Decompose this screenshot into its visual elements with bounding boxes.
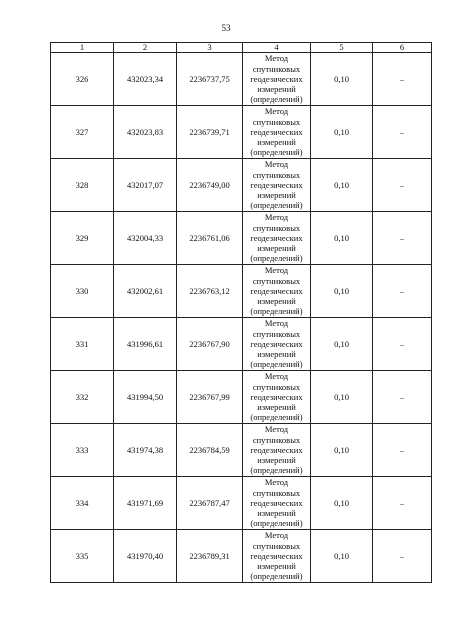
method-line: спутниковых	[252, 540, 301, 551]
method-line: Метод	[264, 106, 289, 117]
y-coordinate-cell: 2236767,99	[177, 371, 243, 424]
method-cell	[243, 53, 311, 106]
y-coordinate-cell: 2236737,75	[177, 53, 243, 106]
method-line: геодезических	[250, 179, 303, 190]
x-coordinate-cell: 431970,40	[114, 530, 177, 583]
method-line: спутниковых	[252, 222, 301, 233]
method-line: (определений)	[250, 94, 303, 105]
table-row	[51, 212, 432, 265]
method-line: геодезических	[250, 232, 303, 243]
y-coordinate-cell: 2236761,06	[177, 212, 243, 265]
note-cell: –	[373, 265, 432, 318]
accuracy-cell: 0,10	[311, 106, 373, 159]
point-number-cell: 328	[51, 159, 114, 212]
note-cell: –	[373, 53, 432, 106]
x-coordinate-cell: 431971,69	[114, 477, 177, 530]
method-line: Метод	[264, 212, 289, 223]
method-line: Метод	[264, 424, 289, 435]
table-row	[51, 371, 432, 424]
method-line: (определений)	[250, 518, 303, 529]
method-line: измерений	[257, 455, 296, 466]
method-line: геодезических	[250, 285, 303, 296]
table-row	[51, 53, 432, 106]
method-line: измерений	[257, 243, 296, 254]
x-coordinate-cell: 432023,83	[114, 106, 177, 159]
method-line: геодезических	[250, 391, 303, 402]
method-line: (определений)	[250, 465, 303, 476]
column-header: 4	[243, 43, 311, 53]
method-line: (определений)	[250, 253, 303, 264]
method-line: спутниковых	[252, 116, 301, 127]
column-header: 5	[311, 43, 373, 53]
method-line: измерений	[257, 508, 296, 519]
method-line: спутниковых	[252, 275, 301, 286]
method-line: Метод	[264, 53, 289, 64]
note-cell: –	[373, 371, 432, 424]
method-line: Метод	[264, 265, 289, 276]
note-cell: –	[373, 106, 432, 159]
accuracy-cell: 0,10	[311, 265, 373, 318]
method-cell	[243, 159, 311, 212]
y-coordinate-cell: 2236763,12	[177, 265, 243, 318]
point-number-cell: 329	[51, 212, 114, 265]
point-number-cell: 326	[51, 53, 114, 106]
method-line: измерений	[257, 349, 296, 360]
method-line: (определений)	[250, 147, 303, 158]
method-line: Метод	[264, 530, 289, 541]
accuracy-cell: 0,10	[311, 318, 373, 371]
method-line: измерений	[257, 190, 296, 201]
table-row	[51, 477, 432, 530]
method-line: измерений	[257, 137, 296, 148]
method-line: Метод	[264, 159, 289, 170]
accuracy-cell: 0,10	[311, 53, 373, 106]
accuracy-cell: 0,10	[311, 159, 373, 212]
method-line: (определений)	[250, 200, 303, 211]
x-coordinate-cell: 432004,33	[114, 212, 177, 265]
column-header: 2	[114, 43, 177, 53]
table-row	[51, 159, 432, 212]
method-line: геодезических	[250, 550, 303, 561]
method-line: (определений)	[250, 571, 303, 582]
table-row	[51, 424, 432, 477]
note-cell: –	[373, 477, 432, 530]
method-line: измерений	[257, 561, 296, 572]
method-cell	[243, 106, 311, 159]
method-line: измерений	[257, 84, 296, 95]
method-cell	[243, 318, 311, 371]
method-line: спутниковых	[252, 169, 301, 180]
point-number-cell: 333	[51, 424, 114, 477]
accuracy-cell: 0,10	[311, 424, 373, 477]
accuracy-cell: 0,10	[311, 212, 373, 265]
point-number-cell: 330	[51, 265, 114, 318]
point-number-cell: 332	[51, 371, 114, 424]
method-line: спутниковых	[252, 434, 301, 445]
method-cell	[243, 265, 311, 318]
y-coordinate-cell: 2236784,59	[177, 424, 243, 477]
y-coordinate-cell: 2236739,71	[177, 106, 243, 159]
method-line: Метод	[264, 318, 289, 329]
table-row	[51, 265, 432, 318]
note-cell: –	[373, 318, 432, 371]
x-coordinate-cell: 432002,61	[114, 265, 177, 318]
method-cell	[243, 530, 311, 583]
method-line: Метод	[264, 371, 289, 382]
y-coordinate-cell: 2236787,47	[177, 477, 243, 530]
method-line: геодезических	[250, 73, 303, 84]
x-coordinate-cell: 431974,38	[114, 424, 177, 477]
note-cell: –	[373, 530, 432, 583]
column-header: 6	[373, 43, 432, 53]
method-line: спутниковых	[252, 487, 301, 498]
method-cell	[243, 212, 311, 265]
x-coordinate-cell: 431994,50	[114, 371, 177, 424]
x-coordinate-cell: 432017,07	[114, 159, 177, 212]
column-header: 1	[51, 43, 114, 53]
method-line: Метод	[264, 477, 289, 488]
note-cell: –	[373, 159, 432, 212]
method-cell	[243, 371, 311, 424]
method-line: геодезических	[250, 338, 303, 349]
point-number-cell: 335	[51, 530, 114, 583]
page-number: 53	[221, 23, 231, 33]
method-cell	[243, 477, 311, 530]
method-line: геодезических	[250, 126, 303, 137]
note-cell: –	[373, 424, 432, 477]
method-line: (определений)	[250, 306, 303, 317]
accuracy-cell: 0,10	[311, 530, 373, 583]
method-line: (определений)	[250, 412, 303, 423]
point-number-cell: 334	[51, 477, 114, 530]
method-line: геодезических	[250, 497, 303, 508]
method-line: спутниковых	[252, 381, 301, 392]
accuracy-cell: 0,10	[311, 477, 373, 530]
y-coordinate-cell: 2236789,31	[177, 530, 243, 583]
point-number-cell: 327	[51, 106, 114, 159]
table-header-row	[51, 43, 432, 53]
column-header: 3	[177, 43, 243, 53]
method-line: спутниковых	[252, 328, 301, 339]
method-line: измерений	[257, 402, 296, 413]
x-coordinate-cell: 432023,34	[114, 53, 177, 106]
method-line: измерений	[257, 296, 296, 307]
table-row	[51, 106, 432, 159]
x-coordinate-cell: 431996,61	[114, 318, 177, 371]
point-number-cell: 331	[51, 318, 114, 371]
accuracy-cell: 0,10	[311, 371, 373, 424]
method-cell	[243, 424, 311, 477]
y-coordinate-cell: 2236749,00	[177, 159, 243, 212]
coordinates-table	[50, 42, 432, 583]
method-line: (определений)	[250, 359, 303, 370]
method-line: спутниковых	[252, 63, 301, 74]
method-line: геодезических	[250, 444, 303, 455]
note-cell: –	[373, 212, 432, 265]
y-coordinate-cell: 2236767,90	[177, 318, 243, 371]
table-row	[51, 318, 432, 371]
table-row	[51, 530, 432, 583]
